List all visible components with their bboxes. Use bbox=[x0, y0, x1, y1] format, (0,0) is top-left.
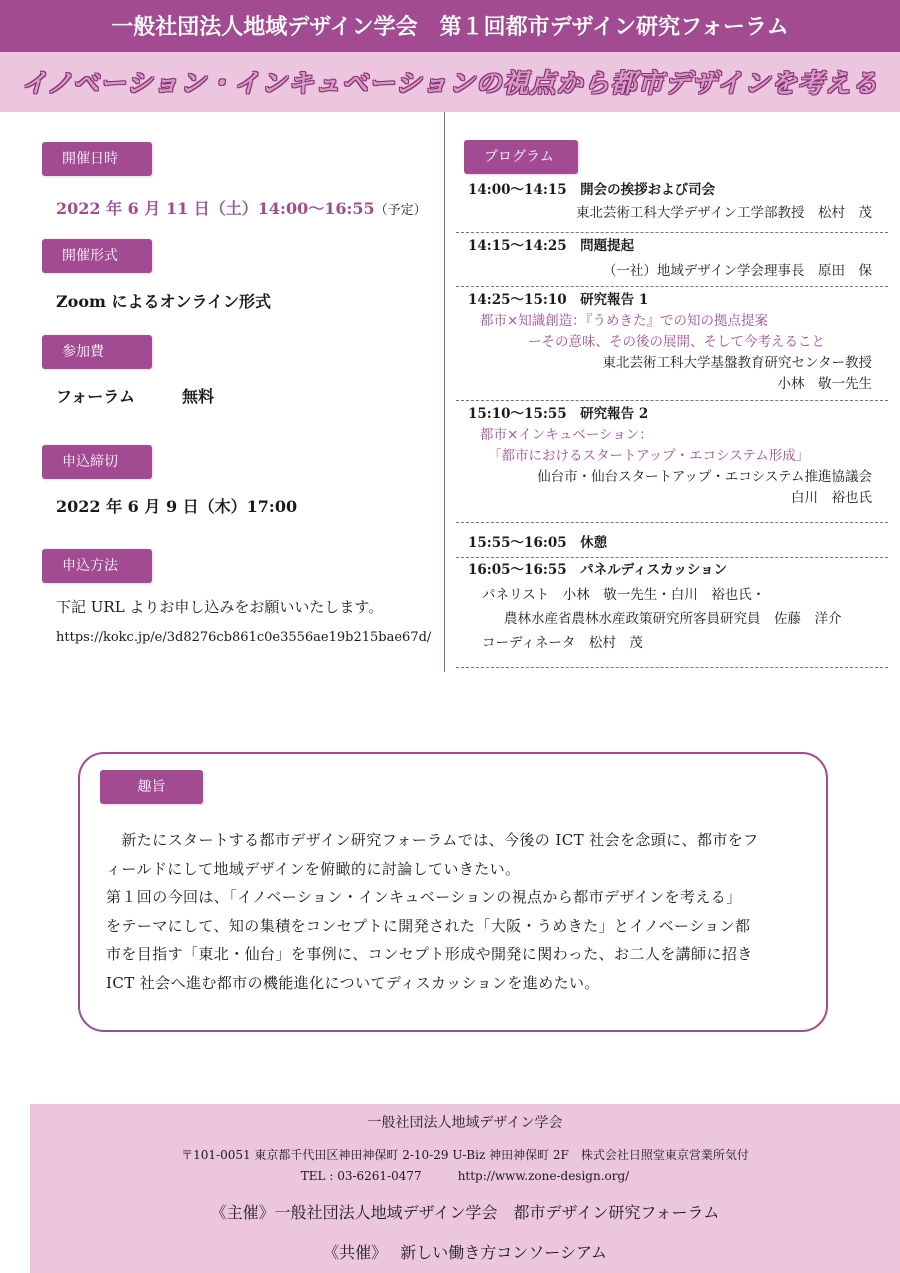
event-date-note: （予定） bbox=[374, 203, 427, 218]
program-speaker: （一社）地域デザイン学会理事長 原田 保 bbox=[602, 263, 872, 279]
program-title: パネルディスカッション bbox=[580, 562, 728, 578]
purpose-line: 新たにスタートする都市デザイン研究フォーラムでは、今後の ICT 社会を念頭に、都市をフ bbox=[106, 831, 759, 849]
program-divider bbox=[456, 522, 888, 523]
program-title: 研究報告 1 bbox=[580, 292, 649, 308]
program-title: 研究報告 2 bbox=[580, 406, 649, 422]
program-divider bbox=[456, 557, 888, 558]
program-time: 14:15〜14:25 bbox=[468, 238, 567, 254]
program-time: 15:10〜15:55 bbox=[468, 406, 567, 422]
coordinator: コーディネータ 松村 茂 bbox=[482, 635, 643, 651]
program-item bbox=[468, 533, 878, 554]
event-format: Zoom によるオンライン形式 bbox=[56, 292, 272, 311]
program-divider bbox=[456, 232, 888, 233]
program-time: 14:00〜14:15 bbox=[468, 182, 567, 198]
program-speaker: 仙台市・仙台スタートアップ・エコシステム推進協議会 bbox=[537, 469, 872, 485]
method-label: 申込方法 bbox=[42, 549, 152, 583]
footer-contact bbox=[30, 1167, 900, 1184]
program-speaker: 東北芸術工科大学基盤教育研究センター教授 bbox=[602, 355, 872, 371]
footer-address: 〒101-0051 東京都千代田区神田神保町 2-10-29 U-Biz 神田神保町 2F 株式会社日照堂東京営業所気付 bbox=[181, 1148, 749, 1162]
program-topic: 都市×知識創造：『うめきた』での知の拠点提案 bbox=[480, 313, 769, 329]
program-label: プログラム bbox=[464, 140, 578, 174]
panelists: パネリスト 小林 敬一先生・白川 裕也氏・ bbox=[482, 587, 766, 603]
date-label: 開催日時 bbox=[42, 142, 152, 176]
purpose-text bbox=[106, 826, 806, 997]
event-date-value: 2022 年 6 月 11 日（土）14:00〜16:55 bbox=[56, 199, 375, 218]
purpose-line: をテーマにして、知の集積をコンセプトに開発された「大阪・うめきた」とイノベーション都 bbox=[106, 916, 751, 935]
footer-org: 一般社団法人地域デザイン学会 bbox=[367, 1115, 563, 1131]
program-title: 問題提起 bbox=[580, 238, 635, 254]
footer-tel: TEL : 03-6261-0477 bbox=[300, 1169, 422, 1183]
purpose-label: 趣旨 bbox=[100, 770, 203, 804]
purpose-line: 第１回の今回は、「イノベーション・インキュベーションの視点から都市デザインを考える」 bbox=[106, 888, 742, 906]
footer-host: 《主催》一般社団法人地域デザイン学会 都市デザイン研究フォーラム bbox=[210, 1203, 720, 1222]
registration-url[interactable]: https://kokc.jp/e/3d8276cb861c0e3556ae19b215bae67d/ bbox=[56, 630, 432, 645]
footer-cohost: 《共催》 新しい働き方コンソーシアム bbox=[323, 1243, 607, 1262]
deadline-value: 2022 年 6 月 9 日（木）17:00 bbox=[56, 497, 298, 516]
program-divider bbox=[456, 286, 888, 287]
forum-title: 一般社団法人地域デザイン学会 第１回都市デザイン研究フォーラム bbox=[0, 0, 900, 52]
program-topic: 都市×インキュベーション： bbox=[480, 427, 653, 443]
forum-subtitle: イノベーション・インキュベーションの視点から都市デザインを考える bbox=[21, 69, 879, 99]
program-divider bbox=[456, 667, 888, 668]
fee-value: 無料 bbox=[182, 387, 215, 406]
event-date bbox=[56, 196, 427, 219]
column-divider bbox=[444, 112, 445, 672]
program-title: 休憩 bbox=[580, 535, 608, 551]
fee-item: フォーラム bbox=[56, 387, 136, 406]
program-item bbox=[468, 404, 878, 509]
panelists: 農林水産省農林水産政策研究所客員研究員 佐藤 洋介 bbox=[504, 611, 842, 627]
program-speaker: 小林 敬一先生 bbox=[777, 376, 872, 392]
program-time: 16:05〜16:55 bbox=[468, 562, 567, 578]
program-divider bbox=[456, 400, 888, 401]
program-topic: ーその意味、その後の展開、そして今考えること bbox=[528, 334, 825, 350]
program-speaker: 白川 裕也氏 bbox=[791, 490, 872, 506]
subtitle-banner bbox=[0, 52, 900, 112]
footer-web[interactable]: http://www.zone-design.org/ bbox=[457, 1169, 630, 1183]
deadline-label: 申込締切 bbox=[42, 445, 152, 479]
program-item bbox=[468, 290, 878, 395]
purpose-line: ICT 社会へ進む都市の機能進化についてディスカッションを進めたい。 bbox=[106, 973, 600, 992]
program-time: 14:25〜15:10 bbox=[468, 292, 567, 308]
purpose-line: ィールドにして地域デザインを俯瞰的に討論していきたい。 bbox=[106, 859, 521, 878]
program-item bbox=[468, 236, 878, 282]
fee-label: 参加費 bbox=[42, 335, 152, 369]
program-topic: 「都市におけるスタートアップ・エコシステム形成」 bbox=[488, 448, 810, 464]
program-title: 開会の挨拶および司会 bbox=[580, 182, 716, 198]
format-label: 開催形式 bbox=[42, 239, 152, 273]
program-item bbox=[468, 560, 878, 654]
method-text: 下記 URL よりお申し込みをお願いいたします。 bbox=[56, 598, 384, 616]
program-time: 15:55〜16:05 bbox=[468, 535, 567, 551]
program-speaker: 東北芸術工科大学デザイン工学部教授 松村 茂 bbox=[575, 205, 872, 221]
purpose-line: 市を目指す「東北・仙台」を事例に、コンセプト形成や開発に関わった、お二人を講師に招き bbox=[106, 945, 753, 963]
program-item bbox=[468, 180, 878, 224]
